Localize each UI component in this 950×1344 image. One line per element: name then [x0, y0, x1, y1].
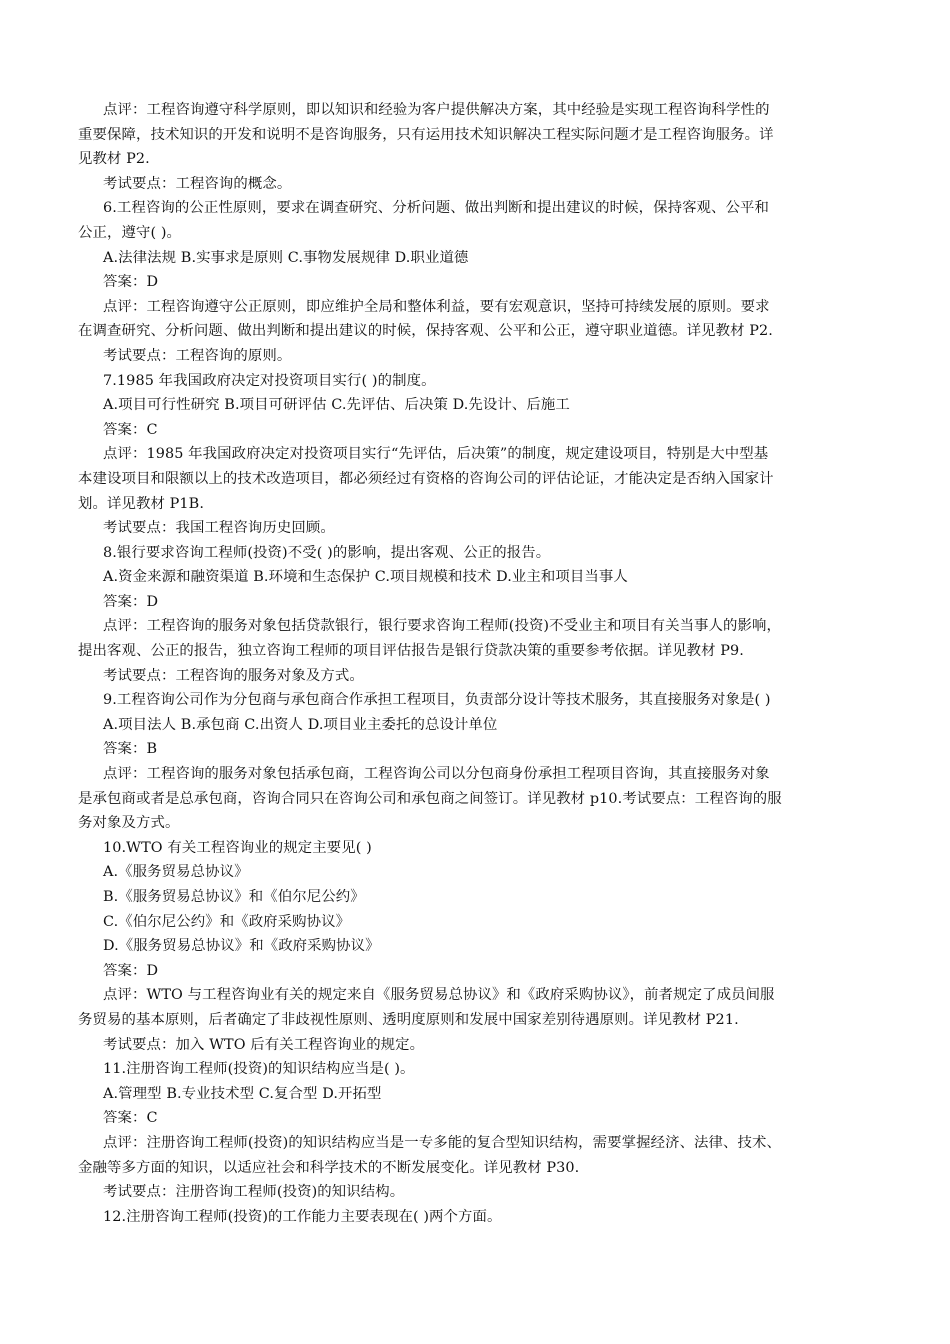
- text-line: 是承包商或者是总承包商，咨询合同只在咨询公司和承包商之间签订。详见教材 p10.考试要点：工程咨询的服: [78, 790, 782, 807]
- text-line: 12.注册咨询工程师(投资)的工作能力主要表现在( )两个方面。: [103, 1208, 502, 1225]
- text-line: 11.注册咨询工程师(投资)的知识结构应当是( )。: [103, 1061, 415, 1078]
- text-line: B.《服务贸易总协议》和《伯尔尼公约》: [103, 889, 365, 905]
- text-line: 提出客观、公正的报告，独立咨询工程师的项目评估报告是银行贷款决策的重要参考依据。详见教材 P9.: [78, 643, 744, 660]
- document-page: [78, 98, 878, 1229]
- text-line: 7.1985 年我国政府决定对投资项目实行( )的制度。: [103, 372, 436, 389]
- text-line: 本建设项目和限额以上的技术改造项目，都必须经过有资格的咨询公司的评估论证，才能决定是否纳入国家计: [78, 470, 774, 487]
- text-line: 答案：D: [103, 593, 159, 610]
- text-line: A.法律法规 B.实事求是原则 C.事物发展规律 D.职业道德: [103, 249, 469, 266]
- text-line: 考试要点：我国工程咨询历史回顾。: [103, 520, 335, 537]
- text-line: 考试要点：工程咨询的原则。: [103, 347, 292, 364]
- text-line: 答案：C: [103, 421, 158, 438]
- text-line: 点评：工程咨询遵守公正原则，即应维护全局和整体利益，要有宏观意识，坚持可持续发展的原则。要求: [103, 298, 770, 315]
- text-line: 答案：B: [103, 741, 158, 758]
- text-line: 点评：工程咨询的服务对象包括承包商，工程咨询公司以分包商身份承担工程项目咨询，其直接服务对象: [103, 766, 770, 783]
- text-line: A.管理型 B.专业技术型 C.复合型 D.开拓型: [103, 1085, 382, 1102]
- text-line: D.《服务贸易总协议》和《政府采购协议》: [103, 938, 380, 955]
- text-line: 考试要点：工程咨询的服务对象及方式。: [103, 667, 364, 684]
- text-line: 点评：工程咨询的服务对象包括贷款银行，银行要求咨询工程师(投资)不受业主和项目有关当事人的影响，: [103, 618, 782, 635]
- text-line: A.项目法人 B.承包商 C.出资人 D.项目业主委托的总设计单位: [103, 716, 498, 733]
- text-line: 答案：D: [103, 962, 159, 979]
- text-line: 务贸易的基本原则，后者确定了非歧视性原则、透明度原则和发展中国家差别待遇原则。详见教材 P21.: [78, 1011, 739, 1028]
- text-line: 9.工程咨询公司作为分包商与承包商合作承担工程项目，负责部分设计等技术服务，其直接服务对象是( ): [103, 692, 771, 709]
- text-line: 点评：1985 年我国政府决定对投资项目实行“先评估，后决策”的制度，规定建设项目，特别是大中型基: [103, 446, 769, 463]
- text-line: A.项目可行性研究 B.项目可研评估 C.先评估、后决策 D.先设计、后施工: [103, 397, 570, 414]
- text-line: A.资金来源和融资渠道 B.环境和生态保护 C.项目规模和技术 D.业主和项目当事人: [103, 569, 628, 586]
- text-line: 6.工程咨询的公正性原则，要求在调查研究、分析问题、做出判断和提出建议的时候，保持客观、公平和: [103, 200, 770, 217]
- text-line: 点评：WTO 与工程咨询业有关的规定来自《服务贸易总协议》和《政府采购协议》，前者规定了成员间服: [103, 987, 775, 1004]
- text-line: 8.银行要求咨询工程师(投资)不受( )的影响，提出客观、公正的报告。: [103, 544, 551, 561]
- text-line: 务对象及方式。: [78, 815, 180, 832]
- text-line: 金融等多方面的知识，以适应社会和科学技术的不断发展变化。详见教材 P30.: [78, 1159, 580, 1176]
- text-line: 在调查研究、分析问题、做出判断和提出建议的时候，保持客观、公平和公正，遵守职业道德。详见教材 P2.: [78, 323, 773, 340]
- text-line: C.《伯尔尼公约》和《政府采购协议》: [103, 913, 351, 930]
- text-line: 见教材 P2.: [78, 151, 150, 168]
- text-line: 公正，遵守( )。: [78, 224, 182, 241]
- text-line: 答案：C: [103, 1110, 158, 1127]
- text-line: 10.WTO 有关工程咨询业的规定主要见( ): [103, 839, 372, 856]
- text-line: A.《服务贸易总协议》: [103, 864, 249, 881]
- text-line: 考试要点：加入 WTO 后有关工程咨询业的规定。: [103, 1036, 425, 1053]
- text-line: 考试要点：工程咨询的概念。: [103, 175, 292, 192]
- text-line: 考试要点：注册咨询工程师(投资)的知识结构。: [103, 1184, 405, 1201]
- text-line: 点评：工程咨询遵守科学原则，即以知识和经验为客户提供解决方案，其中经验是实现工程咨询科学性的: [103, 102, 770, 118]
- text-line: 答案：D: [103, 274, 159, 291]
- text-line: 点评：注册咨询工程师(投资)的知识结构应当是一专多能的复合型知识结构，需要掌握经济、法律、技术、: [103, 1134, 782, 1151]
- text-line: 划。详见教材 P1B.: [78, 495, 205, 512]
- text-line: 重要保障，技术知识的开发和说明不是咨询服务，只有运用技术知识解决工程实际问题才是工程咨询服务。详: [78, 126, 774, 143]
